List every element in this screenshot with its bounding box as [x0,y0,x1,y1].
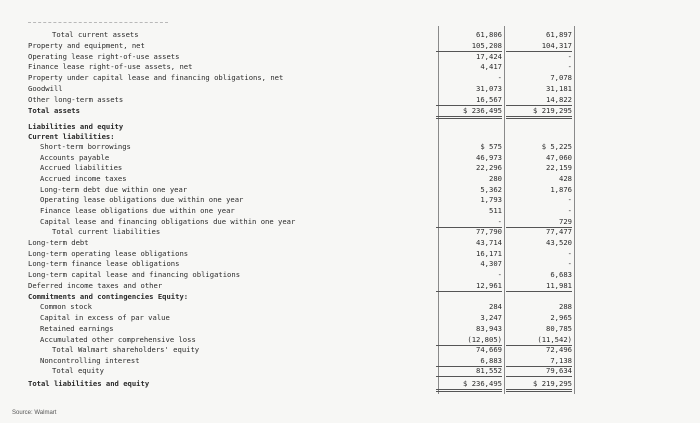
table-row [0,95,700,105]
row-label: Accumulated other comprehensive loss [40,335,196,344]
table-row [0,217,700,227]
row-label: Liabilities and equity [28,122,124,131]
row-label: Operating lease right-of-use assets [28,52,180,61]
row-label: Deferred income taxes and other [28,281,163,290]
value-current-year: $ 236,495 [436,106,502,119]
row-label: Finance lease obligations due within one year [40,206,235,215]
value-prior-year: 79,634 [506,366,572,377]
value-current-year: - [436,217,502,228]
value-prior-year: 1,876 [550,185,572,194]
value-current-year: 31,073 [476,84,502,93]
table-row [0,270,700,280]
table-row [0,366,700,376]
table-row [0,41,700,51]
table-row [0,153,700,163]
table-row [0,313,700,323]
value-current-year: (12,805) [436,335,502,346]
row-label: Long-term capital lease and financing obligations [28,270,241,279]
table-row [0,324,700,334]
value-prior-year: 22,159 [546,163,572,172]
table-row [0,259,700,269]
row-label: Accrued liabilities [40,163,123,172]
table-row [0,195,700,205]
value-current-year: 61,806 [476,30,502,39]
row-label: Long-term operating lease obligations [28,249,189,258]
row-label: Retained earnings [40,324,114,333]
table-row [0,238,700,248]
table-row [0,174,700,184]
table-row [0,292,700,302]
value-prior-year: 2,965 [550,313,572,322]
table-row [0,356,700,366]
value-current-year: $ 236,495 [436,379,502,392]
value-prior-year: 43,520 [546,238,572,247]
table-row [0,345,700,355]
table-row [0,335,700,345]
row-label: Total liabilities and equity [28,379,150,388]
table-row [0,142,700,152]
table-row [0,122,700,132]
value-prior-year: $ 219,295 [506,379,572,392]
value-current-year: - [497,73,502,82]
table-row [0,52,700,62]
row-label: Total Walmart shareholders' equity [52,345,200,354]
row-label: Property and equipment, net [28,41,145,50]
value-current-year: 284 [489,302,502,311]
value-current-year: 4,417 [480,62,502,71]
row-label: Total current assets [52,30,139,39]
value-current-year: 43,714 [476,238,502,247]
table-row [0,185,700,195]
value-prior-year: 47,060 [546,153,572,162]
table-row [0,206,700,216]
row-label: Operating lease obligations due within one year [40,195,244,204]
value-current-year: 16,171 [476,249,502,258]
value-prior-year: 288 [559,302,572,311]
value-current-year: 4,307 [480,259,502,268]
row-label: Commitments and contingencies Equity: [28,292,189,301]
value-current-year: 5,362 [480,185,502,194]
row-label: Accounts payable [40,153,110,162]
table-row [0,302,700,312]
value-prior-year: - [567,206,572,215]
row-label: Capital lease and financing obligations due within one year [40,217,296,226]
value-prior-year: 6,683 [550,270,572,279]
table-row [0,106,700,116]
row-label: Common stock [40,302,92,311]
value-prior-year: 80,785 [546,324,572,333]
table-row [0,379,700,389]
value-prior-year: 72,496 [546,345,572,354]
row-label: Long-term finance lease obligations [28,259,180,268]
value-current-year: 74,669 [476,345,502,354]
table-row [0,84,700,94]
value-current-year: 46,973 [476,153,502,162]
value-current-year: - [497,270,502,279]
row-label: Goodwill [28,84,63,93]
value-prior-year: - [567,62,572,71]
value-current-year: 22,296 [476,163,502,172]
header-rule [28,22,168,23]
value-current-year: 1,793 [480,195,502,204]
row-label: Capital in excess of par value [40,313,170,322]
value-current-year: 77,790 [476,227,502,236]
value-current-year: 511 [489,206,502,215]
row-label: Current liabilities: [28,132,115,141]
table-row [0,227,700,237]
row-label: Finance lease right-of-use assets, net [28,62,193,71]
table-row [0,132,700,142]
row-label: Property under capital lease and financing obligations, net [28,73,284,82]
value-current-year: 81,552 [436,366,502,377]
value-current-year: 16,567 [436,95,502,106]
row-label: Short-term borrowings [40,142,131,151]
source-note: Source: Walmart [12,410,57,416]
value-prior-year: 11,981 [506,281,572,292]
value-prior-year: $ 219,295 [506,106,572,119]
value-current-year: 17,424 [476,52,502,61]
value-prior-year: 7,138 [506,356,572,367]
value-prior-year: 428 [559,174,572,183]
row-label: Long-term debt due within one year [40,185,188,194]
value-current-year: 12,961 [436,281,502,292]
value-prior-year: 7,078 [550,73,572,82]
value-current-year: 6,883 [436,356,502,367]
table-row [0,163,700,173]
value-current-year: 3,247 [480,313,502,322]
value-prior-year: 31,181 [546,84,572,93]
row-label: Noncontrolling interest [40,356,140,365]
table-row [0,281,700,291]
value-current-year: 280 [489,174,502,183]
value-prior-year: 104,317 [506,41,572,52]
value-prior-year: 77,477 [546,227,572,236]
table-row [0,249,700,259]
value-prior-year: - [567,195,572,204]
value-prior-year: (11,542) [506,335,572,346]
value-prior-year: 61,897 [546,30,572,39]
value-current-year: 105,208 [436,41,502,52]
value-current-year: 83,943 [476,324,502,333]
table-row [0,30,700,40]
row-label: Total assets [28,106,80,115]
row-label: Total current liabilities [52,227,161,236]
value-current-year: $ 575 [480,142,502,151]
value-prior-year: $ 5,225 [541,142,572,151]
table-row [0,62,700,72]
value-prior-year: - [567,259,572,268]
value-prior-year: 729 [506,217,572,228]
row-label: Accrued income taxes [40,174,127,183]
value-prior-year: - [567,249,572,258]
row-label: Long-term debt [28,238,89,247]
value-prior-year: 14,822 [506,95,572,106]
row-label: Other long-term assets [28,95,124,104]
row-label: Total equity [52,366,104,375]
table-row [0,73,700,83]
value-prior-year: - [567,52,572,61]
